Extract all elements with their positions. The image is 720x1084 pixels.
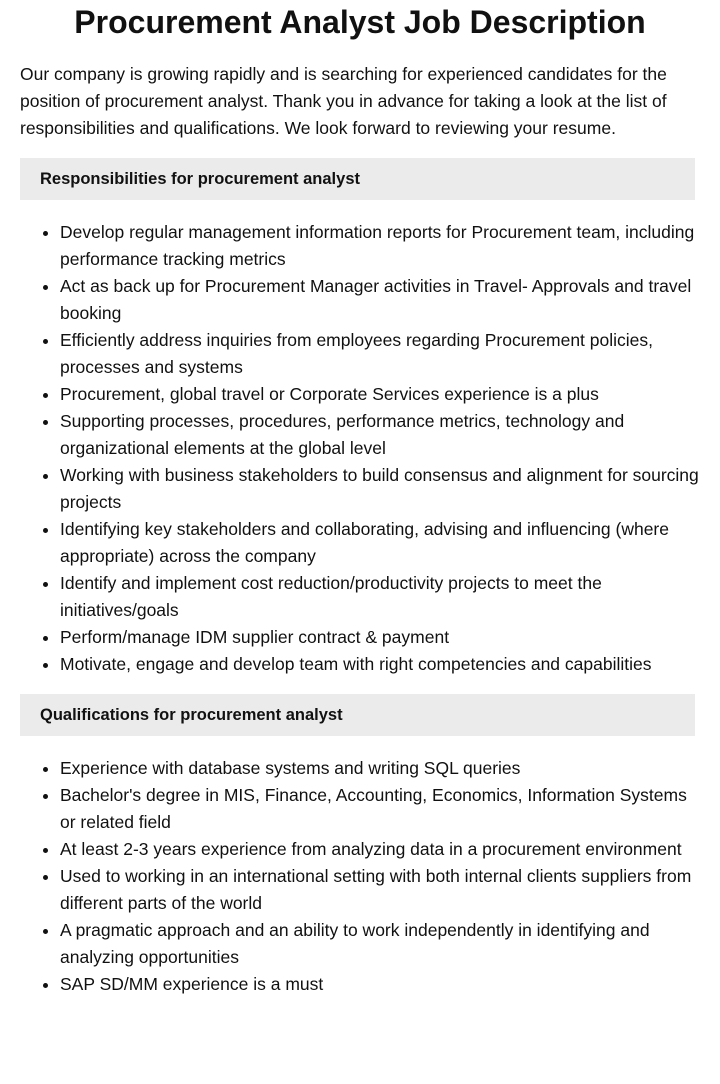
list-item: • Identifying key stakeholders and collaborating, advising and influencing (where appropriate) across the company — [60, 516, 700, 570]
list-item: • Efficiently address inquiries from employees regarding Procurement policies, processes and systems — [60, 327, 700, 381]
list-item: • Experience with database systems and writing SQL queries — [60, 755, 700, 782]
list-item: • Working with business stakeholders to build consensus and alignment for sourcing projects — [60, 462, 700, 516]
responsibilities-heading: Responsibilities for procurement analyst — [20, 158, 695, 200]
list-item: • Perform/manage IDM supplier contract & payment — [60, 624, 700, 651]
list-item: • Used to working in an international setting with both internal clients suppliers from different parts of the world — [60, 863, 700, 917]
list-item: • SAP SD/MM experience is a must — [60, 971, 700, 998]
list-item: • At least 2-3 years experience from analyzing data in a procurement environment — [60, 836, 700, 863]
page-title: Procurement Analyst Job Description — [74, 4, 646, 40]
responsibilities-list — [20, 219, 700, 678]
list-item: • Motivate, engage and develop team with right competencies and capabilities — [60, 651, 700, 678]
list-item: • Develop regular management information reports for Procurement team, including performance tracking metrics — [60, 219, 700, 273]
list-item: • Identify and implement cost reduction/productivity projects to meet the initiatives/goals — [60, 570, 700, 624]
intro-paragraph: Our company is growing rapidly and is searching for experienced candidates for the position of procurement analyst. Thank you in advance for taking a look at the list of responsibilities and qualifications. We look forward to reviewing your resume. — [20, 64, 667, 138]
list-item: • Bachelor's degree in MIS, Finance, Accounting, Economics, Information Systems or related field — [60, 782, 700, 836]
list-item: • Procurement, global travel or Corporate Services experience is a plus — [60, 381, 700, 408]
list-item: • Act as back up for Procurement Manager activities in Travel- Approvals and travel booking — [60, 273, 700, 327]
list-item: • Supporting processes, procedures, performance metrics, technology and organizational elements at the global level — [60, 408, 700, 462]
qualifications-list — [20, 755, 700, 998]
qualifications-heading: Qualifications for procurement analyst — [20, 694, 695, 736]
list-item: • A pragmatic approach and an ability to work independently in identifying and analyzing opportunities — [60, 917, 700, 971]
